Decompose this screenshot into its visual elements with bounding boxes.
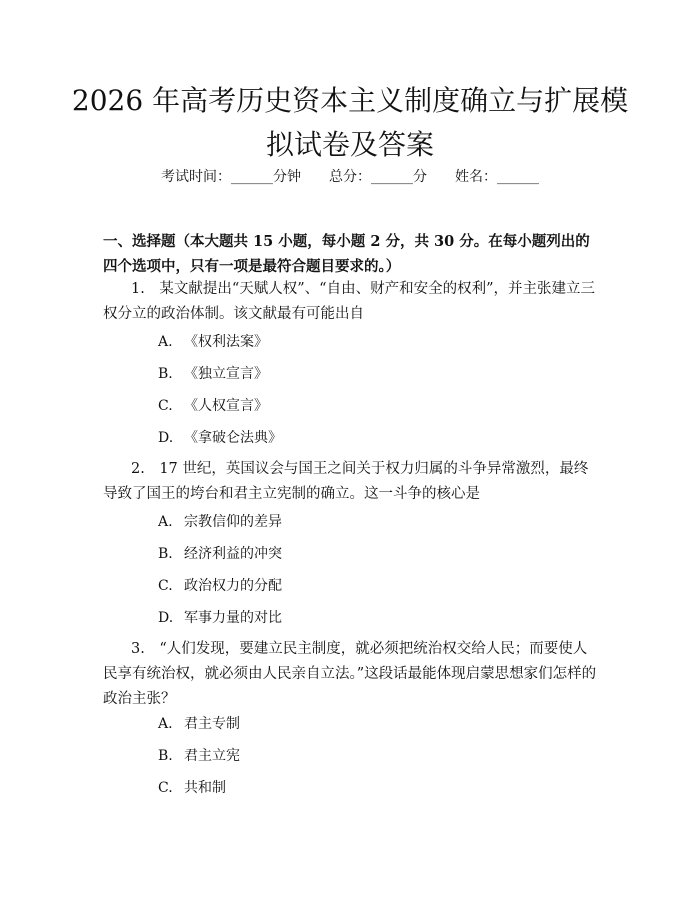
option-text: 经济利益的冲突 <box>184 546 282 562</box>
question-2-option-d <box>158 607 282 629</box>
option-letter: A. <box>158 716 173 732</box>
question-1-option-c <box>158 395 268 417</box>
option-letter: B. <box>158 546 173 562</box>
exam-meta <box>0 167 700 187</box>
question-1-option-d <box>158 427 282 449</box>
question-3-option-a <box>158 713 240 735</box>
option-letter: D. <box>158 430 174 446</box>
option-text: 共和制 <box>184 780 226 796</box>
section-heading: 一、选择题（本大题共 15 小题，每小题 2 分，共 30 分。在每小题列出的四个选项中，只有一项是最符合题目要求的。） <box>103 233 590 275</box>
option-letter: B. <box>158 748 173 764</box>
question-3-option-b <box>158 745 240 767</box>
exam-total-score: 总分：______分 <box>329 169 427 185</box>
option-text: 《独立宣言》 <box>184 366 268 382</box>
page-title: 2026 年高考历史资本主义制度确立与扩展模拟试卷及答案 <box>71 84 629 161</box>
question-2-option-b <box>158 543 282 565</box>
question-1-stem: 1. 某文献提出“天赋人权”、“自由、财产和安全的权利”，并主张建立三权分立的政治体制。该文献最有可能出自 <box>103 281 595 322</box>
option-text: 《人权宣言》 <box>184 398 268 414</box>
exam-time: 考试时间：______分钟 <box>161 169 301 185</box>
option-letter: C. <box>158 578 173 594</box>
question-2-option-c <box>158 575 282 597</box>
question-2-stem: 2. 17 世纪，英国议会与国王之间关于权力归属的斗争异常激烈，最终导致了国王的垮台和君主立宪制的确立。这一斗争的核心是 <box>103 461 589 502</box>
question-1-option-a <box>158 331 268 353</box>
option-letter: C. <box>158 780 173 796</box>
option-text: 《拿破仑法典》 <box>184 430 282 446</box>
question-1-option-b <box>158 363 268 385</box>
option-letter: A. <box>158 334 173 350</box>
question-3-option-c <box>158 777 226 799</box>
question-3-stem: 3. “人们发现，要建立民主制度，就必须把统治权交给人民；而要使人民享有统治权，就必须由人民亲自立法。”这段话最能体现启蒙思想家们怎样的政治主张？ <box>103 641 597 707</box>
option-text: 政治权力的分配 <box>184 578 282 594</box>
option-letter: B. <box>158 366 173 382</box>
option-text: 军事力量的对比 <box>184 610 282 626</box>
option-letter: A. <box>158 514 173 530</box>
option-text: 宗教信仰的差异 <box>184 514 282 530</box>
exam-student-name: 姓名：______ <box>455 169 539 185</box>
option-letter: C. <box>158 398 173 414</box>
option-text: 君主专制 <box>184 716 240 732</box>
option-text: 君主立宪 <box>184 748 240 764</box>
question-2-option-a <box>158 511 282 533</box>
option-letter: D. <box>158 610 174 626</box>
option-text: 《权利法案》 <box>184 334 268 350</box>
